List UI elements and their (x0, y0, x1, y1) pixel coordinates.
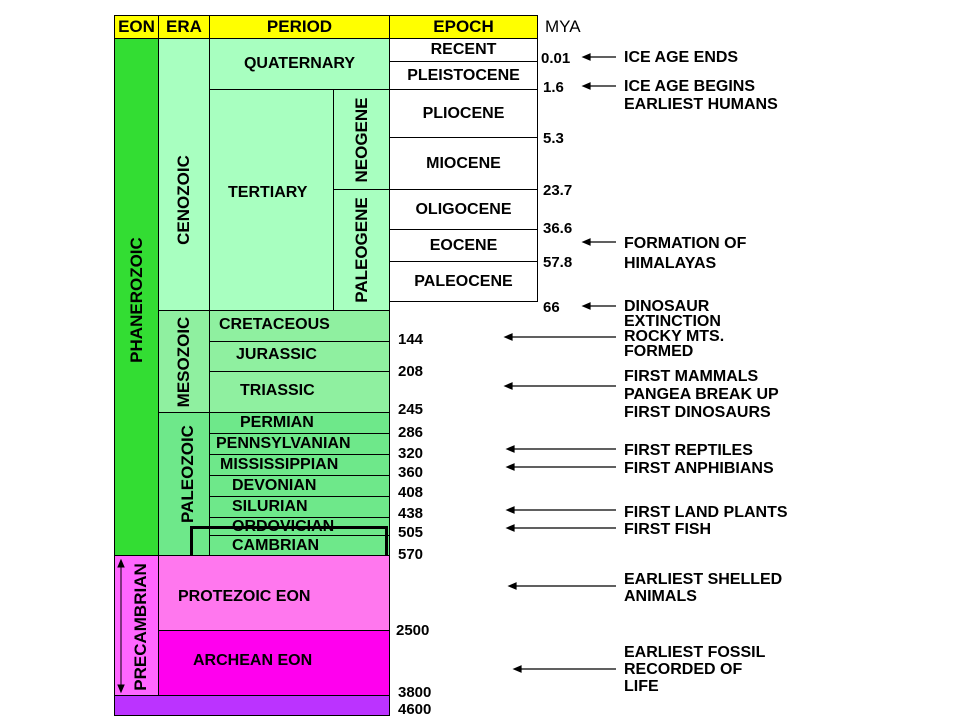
mya-320: 320 (398, 445, 424, 462)
period-archean-label: ARCHEAN EON (193, 652, 313, 669)
event-first-dinosaurs: FIRST DINOSAURS (624, 404, 771, 421)
mya-286: 286 (398, 424, 424, 441)
mya-570: 570 (398, 546, 424, 563)
event-himalayas-line2: HIMALAYAS (624, 255, 717, 272)
period-pennsylvanian-label: PENNSYLVANIAN (216, 435, 351, 452)
mya-23-7: 23.7 (543, 182, 573, 199)
epoch-recent: RECENT (389, 38, 538, 62)
mya-5-3: 5.3 (543, 130, 564, 147)
arrowhead-rocky (505, 334, 512, 340)
arrowhead-mammals (505, 383, 512, 389)
period-devonian-label: DEVONIAN (232, 477, 317, 494)
mya-245: 245 (398, 401, 424, 418)
era-mesozoic-label: MESOZOIC (174, 316, 193, 408)
arrowhead-amphibians (507, 464, 514, 470)
arrowhead-ice-age-ends (583, 54, 590, 60)
event-fossil-line3: LIFE (624, 678, 659, 695)
event-first-reptiles: FIRST REPTILES (624, 442, 753, 459)
header-era: ERA (158, 15, 210, 39)
header-mya: MYA (545, 17, 581, 36)
mya-4600: 4600 (398, 701, 432, 718)
event-fossil-line1: EARLIEST FOSSIL (624, 644, 766, 661)
period-silurian-label: SILURIAN (232, 498, 308, 515)
mya-2500: 2500 (396, 622, 430, 639)
subperiod-neogene-label: NEOGENE (352, 97, 371, 183)
epoch-eocene: EOCENE (389, 229, 538, 262)
mya-0-01: 0.01 (541, 50, 571, 67)
mya-408: 408 (398, 484, 424, 501)
event-first-land-plants: FIRST LAND PLANTS (624, 504, 788, 521)
event-ice-age-ends: ICE AGE ENDS (624, 49, 739, 66)
event-first-mammals: FIRST MAMMALS (624, 368, 759, 385)
header-period: PERIOD (209, 15, 390, 39)
subperiod-paleogene-label: PALEOGENE (352, 197, 371, 303)
period-permian-label: PERMIAN (240, 414, 314, 431)
arrowhead-fish (507, 525, 514, 531)
era-cenozoic-label: CENOZOIC (174, 155, 193, 245)
mya-360: 360 (398, 464, 424, 481)
event-ice-age-begins: ICE AGE BEGINS (624, 78, 755, 95)
mya-3800: 3800 (398, 684, 432, 701)
precambrian-span-arrow-down (118, 685, 124, 692)
event-shelled-line2: ANIMALS (624, 588, 697, 605)
epoch-pleistocene: PLEISTOCENE (389, 61, 538, 90)
period-tertiary-label: TERTIARY (228, 184, 308, 201)
arrowhead-reptiles (507, 446, 514, 452)
mya-36-6: 36.6 (543, 220, 573, 237)
arrowhead-fossil (514, 666, 521, 672)
era-paleozoic-label: PALEOZOIC (178, 425, 197, 523)
event-earliest-humans: EARLIEST HUMANS (624, 96, 778, 113)
arrowhead-ice-age-begins (583, 83, 590, 89)
period-triassic-label: TRIASSIC (240, 382, 315, 399)
period-protezoic-label: PROTEZOIC EON (178, 588, 311, 605)
epoch-pliocene: PLIOCENE (389, 89, 538, 138)
header-eon: EON (114, 15, 159, 39)
period-quaternary: QUATERNARY (209, 38, 390, 90)
mya-144: 144 (398, 331, 424, 348)
mya-505: 505 (398, 524, 424, 541)
arrowhead-land-plants (507, 507, 514, 513)
period-cretaceous-label: CRETACEOUS (219, 316, 330, 333)
event-pangea: PANGEA BREAK UP (624, 386, 779, 403)
event-rocky-line2: FORMED (624, 343, 694, 360)
period-ordovician-label: ORDOVICIAN (232, 518, 335, 535)
arrowhead-himalayas (583, 239, 590, 245)
mya-66: 66 (543, 299, 560, 316)
mya-208: 208 (398, 363, 424, 380)
precambrian-span-arrow-up (118, 560, 124, 567)
mya-438: 438 (398, 505, 424, 522)
event-himalayas-line1: FORMATION OF (624, 235, 747, 252)
event-rocky-line1: ROCKY MTS. (624, 328, 725, 345)
mya-57-8: 57.8 (543, 254, 573, 271)
eon-precambrian-label: PRECAMBRIAN (131, 563, 150, 691)
event-first-amphibians: FIRST ANPHIBIANS (624, 460, 774, 477)
event-fossil-line2: RECORDED OF (624, 661, 743, 678)
period-mississippian-label: MISSISSIPPIAN (220, 456, 339, 473)
epoch-paleocene: PALEOCENE (389, 261, 538, 302)
arrowhead-shelled (509, 583, 516, 589)
epoch-miocene: MIOCENE (389, 137, 538, 190)
event-dinosaur-line1: DINOSAUR (624, 298, 710, 315)
mya-1-6: 1.6 (543, 79, 564, 96)
epoch-oligocene: OLIGOCENE (389, 189, 538, 230)
period-cambrian-label: CAMBRIAN (232, 537, 320, 554)
header-epoch: EPOCH (389, 15, 538, 39)
event-first-fish: FIRST FISH (624, 521, 712, 538)
period-jurassic-label: JURASSIC (236, 346, 317, 363)
arrowhead-dinosaur (583, 303, 590, 309)
event-dinosaur-line2: EXTINCTION (624, 313, 721, 330)
eon-phanerozoic-label: PHANEROZOIC (127, 237, 146, 363)
event-shelled-line1: EARLIEST SHELLED (624, 571, 783, 588)
